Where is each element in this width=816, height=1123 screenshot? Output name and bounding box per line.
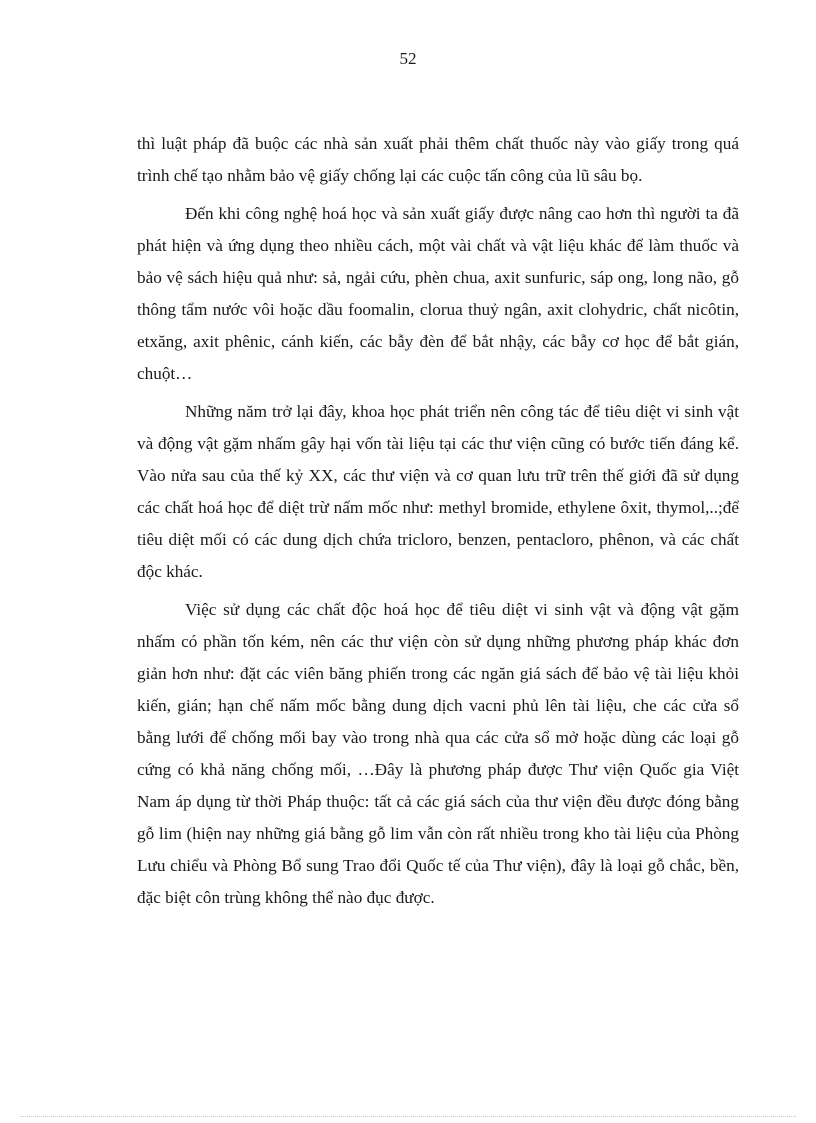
page-bottom-divider xyxy=(20,1116,796,1117)
paragraph-4: Việc sử dụng các chất độc hoá học để tiêu diệt vi sinh vật và động vật gặm nhấm có phần tốn kém, nên các thư viện còn sử dụng những phương pháp khác đơn giản hơn như: đặt các viên băng phiến trong các ngăn giá sách để bảo vệ tài liệu khỏi kiến, gián; hạn chế nấm mốc bằng dung dịch vacni phủ lên tài liệu, che các cửa sổ bằng lưới để chống mối bay vào trong nhà qua các cửa sổ mở hoặc dùng các loại gỗ cứng có khả năng chống mối, …Đây là phương pháp được Thư viện Quốc gia Việt Nam áp dụng từ thời Pháp thuộc: tất cả các giá sách của thư viện đều được đóng bằng gỗ lim (hiện nay những giá bằng gỗ lim vẫn còn rất nhiều trong kho tài liệu của Phòng Lưu chiểu và Phòng Bổ sung Trao đổi Quốc tế của Thư viện), đây là loại gỗ chắc, bền, đặc biệt côn trùng không thể nào đục được. xyxy=(137,600,739,907)
document-body xyxy=(137,128,739,920)
paragraph-1: thì luật pháp đã buộc các nhà sản xuất phải thêm chất thuốc này vào giấy trong quá trình chế tạo nhằm bảo vệ giấy chống lại các cuộc tấn công của lũ sâu bọ. xyxy=(137,134,739,185)
paragraph-2: Đến khi công nghệ hoá học và sản xuất giấy được nâng cao hơn thì người ta đã phát hiện và ứng dụng theo nhiều cách, một vài chất và vật liệu khác để làm thuốc và bảo vệ sách hiệu quả như: sả, ngải cứu, phèn chua, axit sunfuric, sáp ong, long não, gỗ thông tẩm nước vôi hoặc dầu foomalin, clorua thuỷ ngân, axit clohydric, chất nicôtin, etxăng, axit phênic, cánh kiến, các bẫy đèn để bắt nhậy, các bẫy cơ học để bắt gián, chuột… xyxy=(137,204,739,383)
paragraph-3: Những năm trở lại đây, khoa học phát triển nên công tác để tiêu diệt vi sinh vật và động vật gặm nhấm gây hại vốn tài liệu tại các thư viện cũng có bước tiến đáng kể. Vào nửa sau của thế kỷ XX, các thư viện và cơ quan lưu trữ trên thế giới đã sử dụng các chất hoá học để diệt trừ nấm mốc như: methyl bromide, ethylene ôxit, thymol,..;để tiêu diệt mối có các dung dịch chứa tricloro, benzen, pentacloro, phênon, và các chất độc khác. xyxy=(137,402,739,581)
page-number: 52 xyxy=(399,49,417,68)
